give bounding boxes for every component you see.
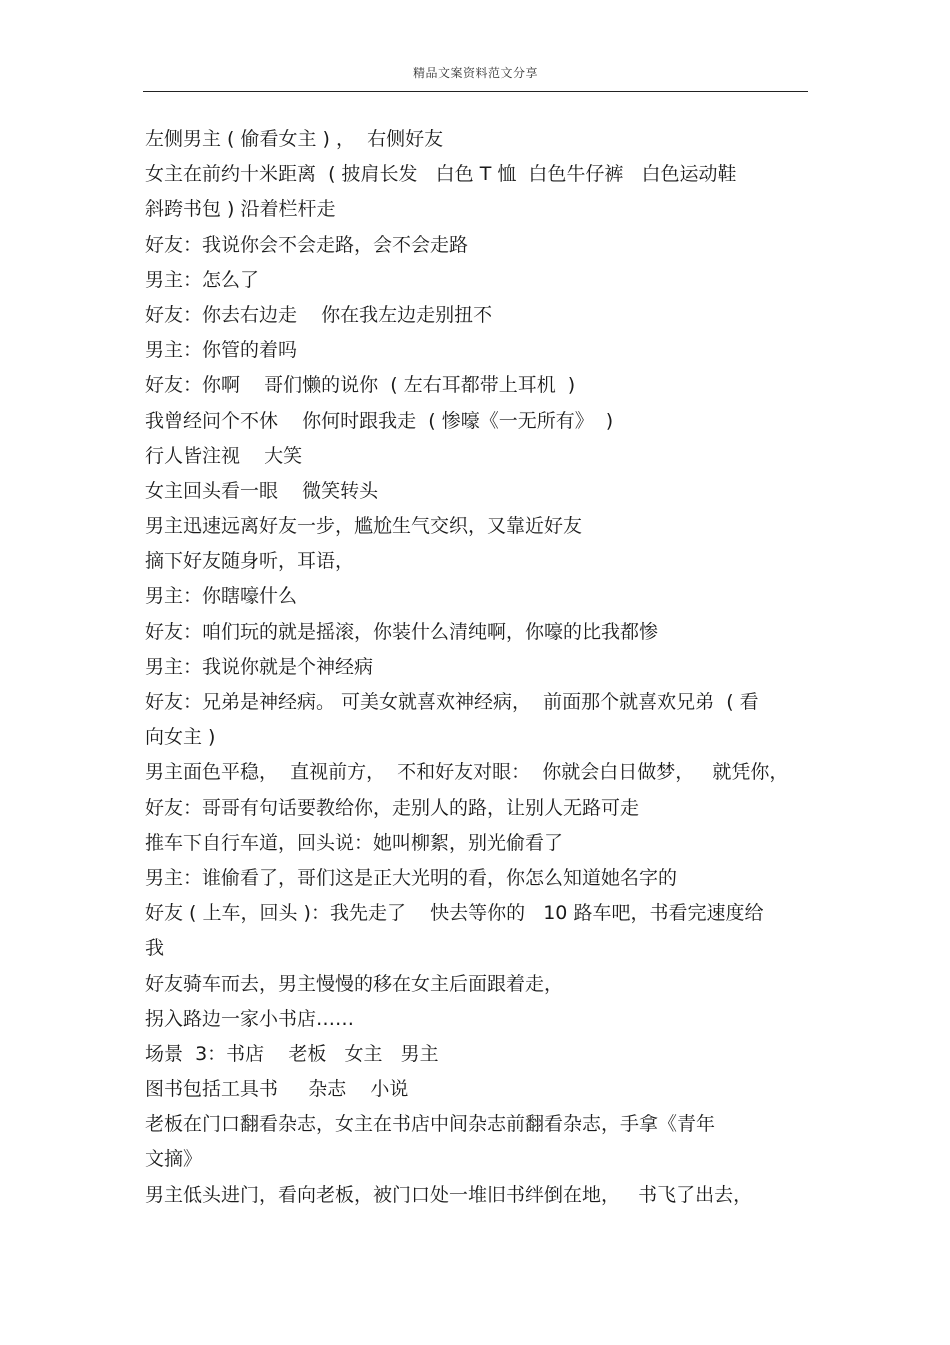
text-line: 男主：你瞎嚎什么: [145, 585, 298, 608]
text-line: 拐入路边一家小书店……: [145, 1007, 355, 1030]
text-line: 男主：我说你就是个神经病: [145, 655, 374, 678]
text-line: 好友骑车而去，男主慢慢的移在女主后面跟着走，: [145, 972, 564, 995]
document-body: [145, 122, 813, 1213]
text-line: 左侧男主 ( 偷看女主 ) ， 右侧好友: [145, 128, 444, 150]
page-header: 精品文案资料范文分享: [412, 66, 538, 80]
text-line: 男主：怎么了: [145, 268, 260, 291]
text-line: 斜跨书包 ) 沿着栏杆走: [145, 198, 336, 221]
text-line: 男主：你管的着吗: [145, 339, 298, 362]
text-line: 好友：咱们玩的就是摇滚，你装什么清纯啊，你嚎的比我都惨: [145, 620, 659, 643]
text-line: 女主回头看一眼 微笑转头: [145, 479, 379, 502]
text-line: 好友 ( 上车，回头 )：我先走了 快去等你的 10 路车吧，书看完速度给: [145, 902, 764, 925]
text-line: 我曾经问个不休 你何时跟我走 ( 惨嚎《一无所有》 ): [145, 409, 614, 432]
text-line: 向女主 ): [145, 726, 216, 749]
text-line: 摘下好友随身听，耳语，: [145, 550, 355, 573]
text-line: 好友：我说你会不会走路，会不会走路: [145, 233, 469, 256]
text-line: 场景 3：书店 老板 女主 男主: [145, 1042, 439, 1065]
text-line: 男主面色平稳， 直视前方， 不和好友对眼： 你就会白日做梦， 就凭你，: [145, 761, 789, 784]
text-line: 男主低头进门，看向老板，被门口处一堆旧书绊倒在地， 书飞了出去，: [145, 1183, 753, 1206]
text-line: 男主：谁偷看了，哥们这是正大光明的看，你怎么知道她名字的: [145, 866, 678, 889]
text-line: 男主迅速远离好友一步，尴尬生气交织，又靠近好友: [145, 515, 583, 538]
header-rule: [143, 91, 808, 92]
text-line: 好友：你啊 哥们懒的说你 ( 左右耳都带上耳机 ): [145, 374, 576, 397]
text-line: 老板在门口翻看杂志，女主在书店中间杂志前翻看杂志，手拿《青年: [145, 1113, 716, 1136]
text-line: 好友：哥哥有句话要教给你，走别人的路，让别人无路可走: [145, 796, 640, 819]
text-line: 推车下自行车道，回头说：她叫柳絮，别光偷看了: [145, 831, 564, 854]
text-line: 好友：你去右边走 你在我左边走别扭不: [145, 303, 493, 326]
text-line: 行人皆注视 大笑: [145, 444, 303, 467]
text-line: 好友：兄弟是神经病。 可美女就喜欢神经病， 前面那个就喜欢兄弟 ( 看: [145, 691, 759, 713]
text-line: 文摘》: [145, 1148, 203, 1171]
text-line: 女主在前约十米距离 ( 披肩长发 白色 T 恤 白色牛仔裤 白色运动鞋: [145, 163, 737, 186]
text-line: 我: [145, 937, 165, 960]
text-line: 图书包括工具书 杂志 小说: [145, 1078, 409, 1101]
